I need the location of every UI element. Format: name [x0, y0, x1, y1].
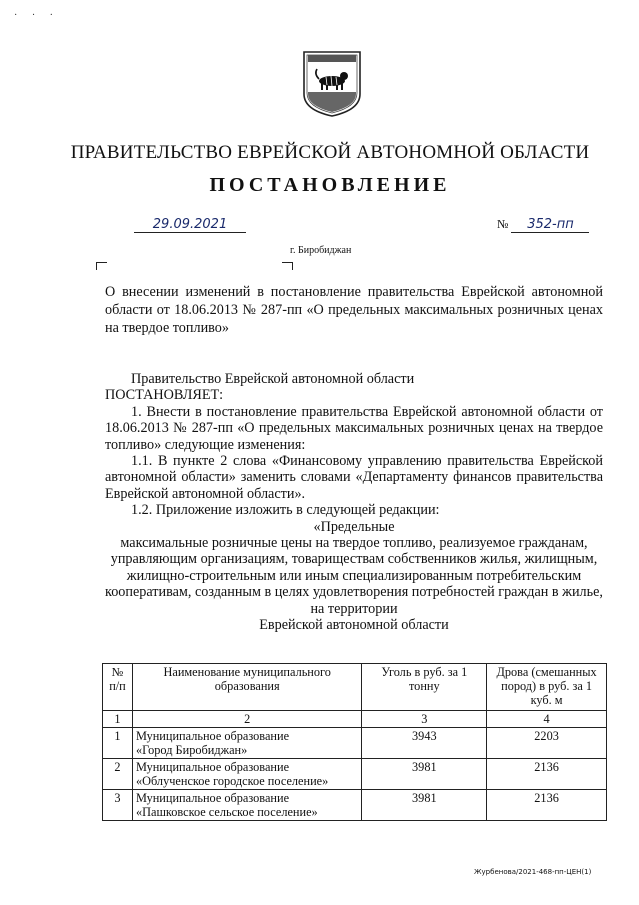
document-type: ПОСТАНОВЛЕНИЕ [209, 174, 451, 196]
row-coal-price: 3981 [362, 759, 487, 790]
scan-dots: · · · [14, 10, 59, 21]
header-municipality: Наименование муниципального образования [132, 664, 362, 711]
header-wood: Дрова (смешанных пород) в руб. за 1 куб. м [487, 664, 607, 711]
appendix-title-region: Еврейской автономной области [259, 617, 449, 634]
table-row [103, 790, 607, 821]
appendix-title-body: максимальные розничные цены на твердое топливо, реализуемое гражданам, управляющим организациям, товариществам собственников жилья, жилищным, жилищно-строительным или иным специализированным потребительским кооперативам, созданным в целях удовлетворения потребностей граждан в жилье, на территории [105, 535, 603, 617]
price-table [102, 663, 607, 821]
row-municipality: Муниципальное образование «Город Биробиджан» [132, 728, 362, 759]
row-municipality: Муниципальное образование «Облученское городское поселение» [132, 759, 362, 790]
coat-of-arms-emblem [302, 48, 362, 118]
header-number: № п/п [103, 664, 133, 711]
document-city: г. Биробиджан [290, 245, 352, 256]
row-wood-price: 2136 [487, 790, 607, 821]
document-number: 352-пп [511, 217, 589, 233]
government-name: ПРАВИТЕЛЬСТВО ЕВРЕЙСКОЙ АВТОНОМНОЙ ОБЛАСТИ [70, 142, 590, 163]
appendix-title-start: «Предельные [313, 518, 395, 535]
paragraph-1: 1. Внести в постановление правительства Еврейской автономной области от 18.06.2013 № 287-пп «О предельных максимальных розничных ценах на твердое топливо» следующие изменения: [105, 403, 603, 453]
document-footer-code: Журбенова/2021-468-пп-ЦЕН(1) [474, 868, 592, 876]
body-line-government: Правительство Еврейской автономной области [131, 371, 415, 387]
table-row [103, 728, 607, 759]
row-number: 3 [103, 790, 133, 821]
row-coal-price: 3943 [362, 728, 487, 759]
column-number: 1 [103, 711, 133, 728]
paragraph-1-1: 1.1. В пункте 2 слова «Финансовому управлению правительства Еврейской автономной области» заменить словами «Департаменту финансов правительства Еврейской автономной области». [105, 453, 603, 502]
table-row [103, 759, 607, 790]
table-header-row [103, 664, 607, 711]
number-prefix: № [497, 217, 509, 231]
row-wood-price: 2136 [487, 759, 607, 790]
document-number-block [497, 217, 589, 233]
document-date: 29.09.2021 [134, 217, 246, 233]
subject-corner-left [96, 262, 107, 270]
document-subject: О внесении изменений в постановление правительства Еврейской автономной области от 18.06.2013 № 287-пп «О предельных максимальных розничных ценах на твердое топливо» [105, 284, 603, 336]
row-number: 2 [103, 759, 133, 790]
document-body [105, 371, 603, 634]
row-number: 1 [103, 728, 133, 759]
table-column-number-row [103, 711, 607, 728]
column-number: 2 [132, 711, 362, 728]
paragraph-1-2: 1.2. Приложение изложить в следующей редакции: [131, 502, 440, 519]
row-municipality: Муниципальное образование «Пашковское сельское поселение» [132, 790, 362, 821]
body-line-decrees: ПОСТАНОВЛЯЕТ: [105, 387, 224, 404]
row-coal-price: 3981 [362, 790, 487, 821]
column-number: 4 [487, 711, 607, 728]
header-coal: Уголь в руб. за 1 тонну [362, 664, 487, 711]
row-wood-price: 2203 [487, 728, 607, 759]
column-number: 3 [362, 711, 487, 728]
subject-corner-right [282, 262, 293, 270]
